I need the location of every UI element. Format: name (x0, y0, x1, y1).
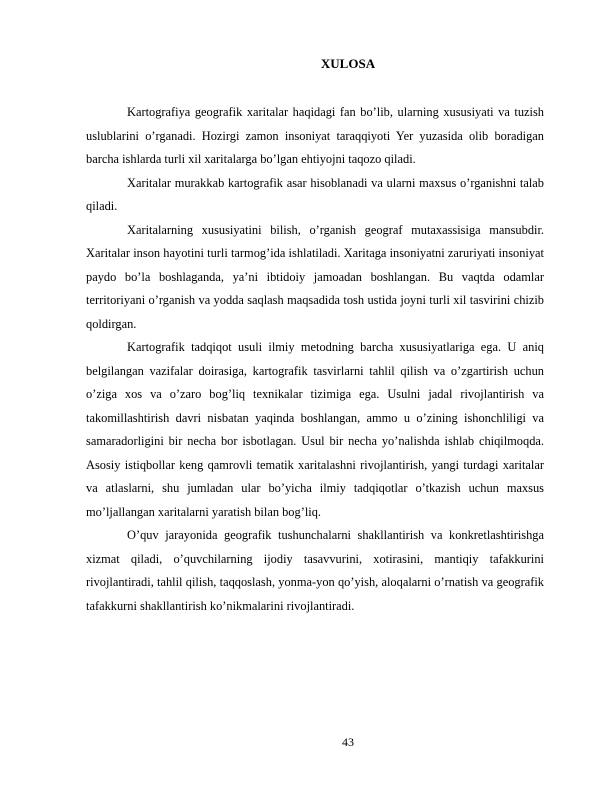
paragraph-4: Kartografik tadqiqot usuli ilmiy metodning barcha xususiyatlariga ega. U aniq belgilangan vazifalar doirasiga, kartografik tasvirlarni tahlil qilish va o’zgartirish uchun o’ziga xos va o’zaro bog’liq texnikalar tizimiga ega. Usulni jadal rivojlantirish va takomillashtirish davri nisbatan yaqinda boshlangan, ammo u o’zining ishonchliligi va samaradorligini bir necha bor isbotlagan. Usul bir necha yo’nalishda ishlab chiqilmoqda. Asosiy istiqbollar keng qamrovli tematik xaritalashni rivojlantirish, yangi turdagi xaritalar va atlaslarni, shu jumladan ular bo’yicha ilmiy tadqiqotlar o’tkazish uchun maxsus mo’ljallangan xaritalarni yaratish bilan bog’liq. (86, 340, 544, 519)
paragraph-3: Xaritalarning xususiyatini bilish, o’rganish geograf mutaxassisiga mansubdir. Xaritalar inson hayotini turli tarmog’ida ishlatiladi. Xaritaga insoniyatni zaruriyati insoniyat paydo bo’la boshlaganda, ya’ni ibtidoiy jamoadan boshlangan. Bu vaqtda odamlar territoriyani o’rganish va yodda saqlash maqsadida tosh ustida joyni turli xil tasvirini chizib qoldirgan. (86, 222, 544, 331)
paragraph-2: Xaritalar murakkab kartografik asar hisoblanadi va ularni maxsus o’rganishni talab qiladi. (86, 175, 544, 213)
paragraph-1: Kartografiya geografik xaritalar haqidagi fan bo’lib, ularning xususiyati va tuzish uslublarini o’rganadi. Hozirgi zamon insoniyat taraqqiyoti Yer yuzasida olib boradigan barcha ishlarda turli xil xaritalarga bo’lgan ehtiyojni taqozo qiladi. (86, 105, 544, 166)
page-number: 43 (342, 735, 354, 749)
paragraph-5: O’quv jarayonida geografik tushunchalarni shakllantirish va konkretlashtirishga xizmat qiladi, o’quvchilarning ijodiy tasavvurini, xotirasini, mantiqiy tafakkurini rivojlantiradi, tahlil qilish, taqqoslash, yonma-yon qo’yish, aloqalarni o’rnatish va geografik tafakkurni shakllantirish ko’nikmalarini rivojlantiradi. (86, 528, 544, 613)
page-title: XULOSA (320, 56, 376, 71)
document-body (86, 101, 544, 618)
